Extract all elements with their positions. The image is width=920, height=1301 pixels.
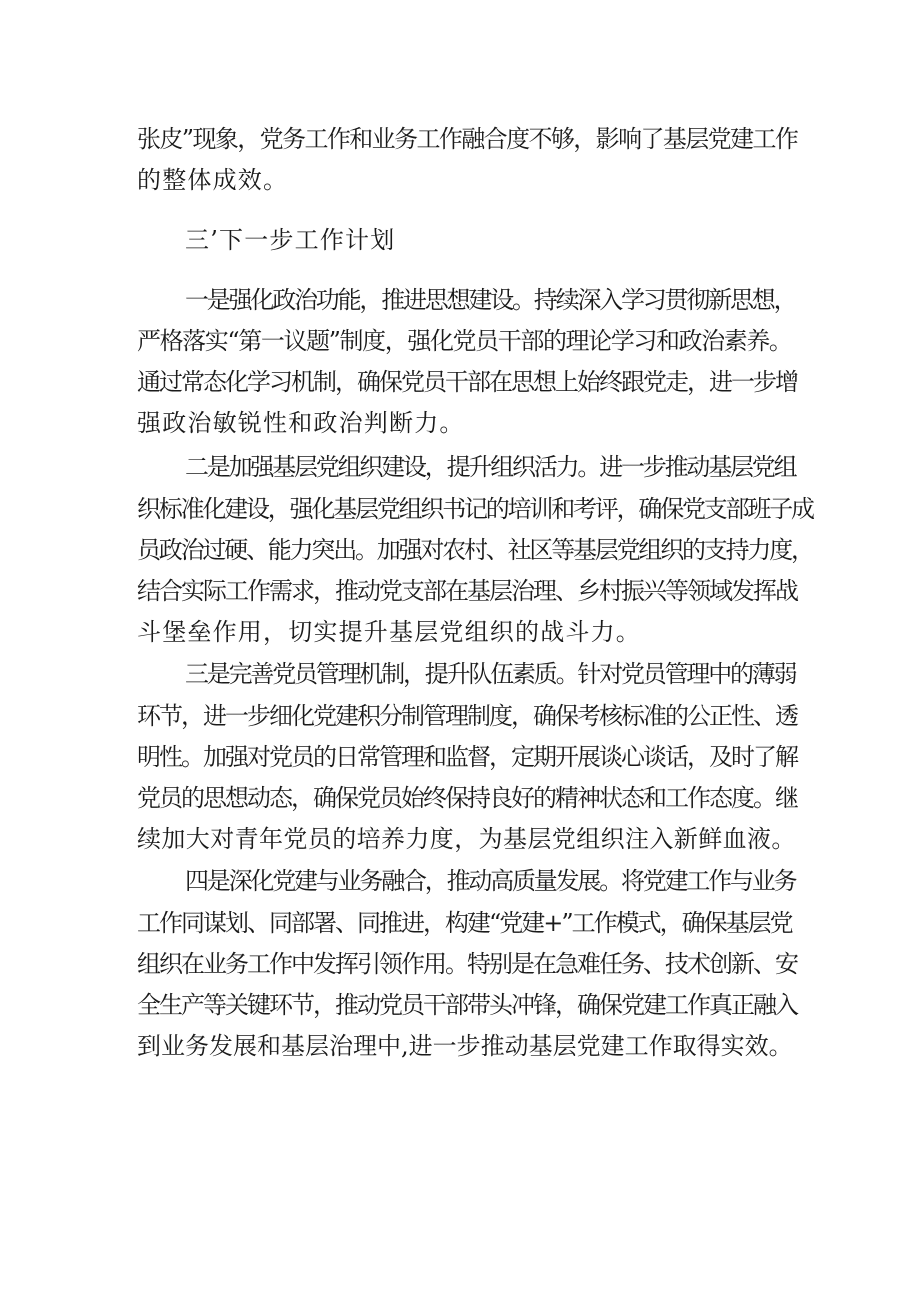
text-line: 组织在业务工作中发挥引领作用。特别是在急难任务、技术创新、安 bbox=[137, 950, 797, 978]
text-line: 强政治敏锐性和政治判断力。 bbox=[137, 409, 465, 437]
text-line: 斗堡垒作用，切实提升基层党组织的战斗力。 bbox=[137, 618, 641, 646]
text-line: 结合实际工作需求，推动党支部在基层治理、乡村振兴等领域发挥战 bbox=[137, 577, 797, 605]
text-line: 通过常态化学习机制，确保党员干部在思想上始终跟党走，进一步增 bbox=[137, 368, 797, 396]
text-line: 三是完善党员管理机制，提升队伍素质。针对党员管理中的薄弱 bbox=[185, 660, 796, 688]
text-line: 党员的思想动态，确保党员始终保持良好的精神状态和工作态度。继 bbox=[137, 784, 797, 812]
text-line: 到业务发展和基层治理中,进一步推动基层党建工作取得实效。 bbox=[137, 1032, 793, 1060]
section-heading: 三’下一步工作计划 bbox=[185, 226, 396, 254]
text-line: 续加大对青年党员的培养力度，为基层党组织注入新鲜血液。 bbox=[137, 825, 796, 853]
text-line: 环节，进一步细化党建积分制管理制度，确保考核标准的公正性、透 bbox=[137, 702, 797, 730]
text-line: 明性。加强对党员的日常管理和监督，定期开展谈心谈话，及时了解 bbox=[137, 743, 797, 771]
text-line: 四是深化党建与业务融合，推动高质量发展。将党建工作与业务 bbox=[185, 867, 796, 895]
text-line: 张皮”现象，党务工作和业务工作融合度不够，影响了基层党建工作 bbox=[137, 125, 798, 153]
text-line: 织标准化建设，强化基层党组织书记的培训和考评，确保党支部班子成 bbox=[137, 495, 813, 523]
text-line: 严格落实“第一议题”制度，强化党员干部的理论学习和政治素养。 bbox=[137, 327, 792, 355]
text-line: 员政治过硬、能力突出。加强对农村、社区等基层党组织的支持力度， bbox=[137, 536, 813, 564]
text-line: 全生产等关键环节，推动党员干部带头冲锋，确保党建工作真正融入 bbox=[137, 991, 797, 1019]
text-line: 工作同谋划、同部署、同推进，构建“党建+”工作模式，确保基层党 bbox=[137, 909, 792, 937]
text-line: 二是加强基层党组织建设，提升组织活力。进一步推动基层党组 bbox=[185, 453, 796, 481]
text-line: 一是强化政治功能，推进思想建设。持续深入学习贯彻新思想， bbox=[185, 286, 796, 314]
text-line: 的整体成效。 bbox=[137, 166, 289, 194]
